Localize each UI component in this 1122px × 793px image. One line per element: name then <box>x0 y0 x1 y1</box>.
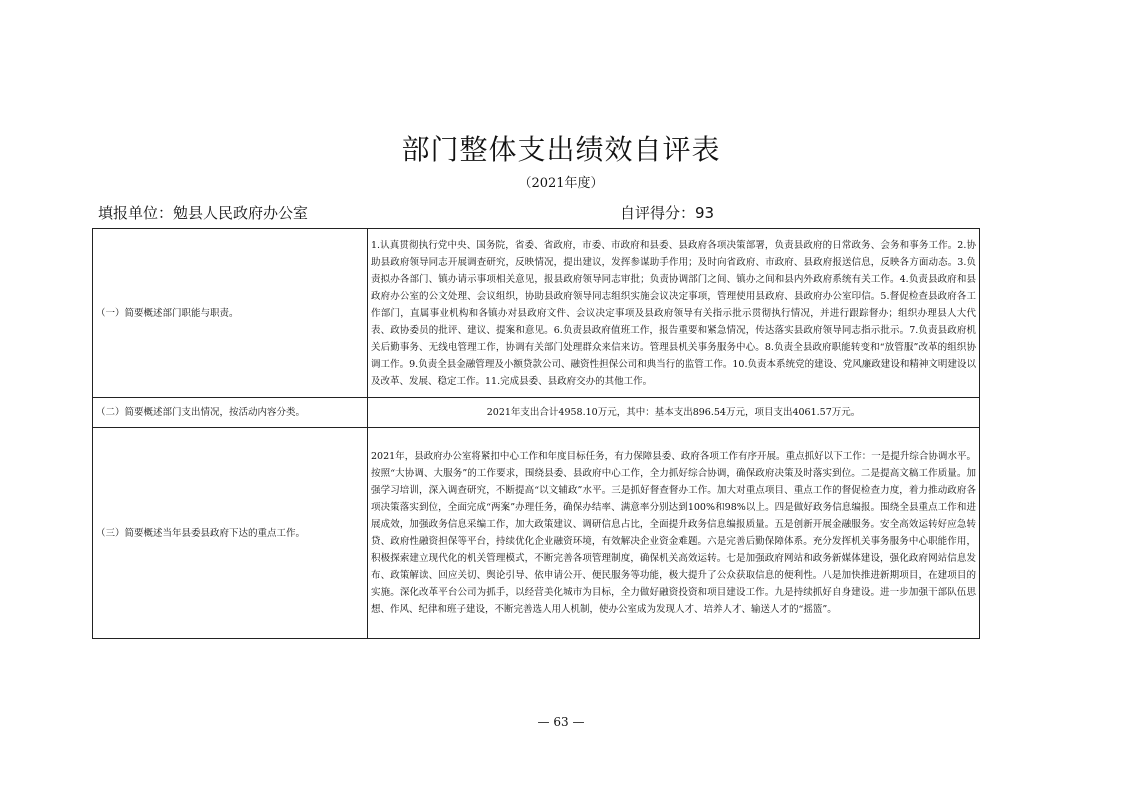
row-label-functions: （一）简要概述部门职能与职责。 <box>93 229 368 398</box>
row-content-expenditure: 2021年支出合计4958.10万元，其中：基本支出896.54万元，项目支出4061.57万元。 <box>368 398 980 428</box>
table-row <box>93 428 980 639</box>
page-title: 部门整体支出绩效自评表 <box>401 133 721 166</box>
row-label-key-work: （三）简要概述当年县委县政府下达的重点工作。 <box>93 428 368 639</box>
year-subtitle: （2021年度） <box>518 176 604 191</box>
row-content-key-work: 2021年，县政府办公室将紧扣中心工作和年度目标任务，有力保障县委、政府各项工作有序开展。重点抓好以下工作：一是提升综合协调水平。按照“大协调、大服务”的工作要求，围绕县委、县政府中心工作，全力抓好综合协调，确保政府决策及时落实到位。二是提高文稿工作质量。加强学习培训，深入调查研究，不断提高“以文辅政”水平。三是抓好督查督办工作。加大对重点项目、重点工作的督促检查力度，着力推动政府各项决策落实到位，全面完成“两案”办理任务，确保办结率、满意率分别达到100%和98%以上。四是做好政务信息编报。围绕全县重点工作和进展成效，加强政务信息采编工作，加大政策建议、调研信息占比，全面提升政务信息编报质量。五是创新开展金融服务。安全高效运转好应急转贷、政府性融资担保等平台，持续优化企业融资环境，有效解决企业资金难题。六是完善后勤保障体系。充分发挥机关事务服务中心职能作用，积极探索建立现代化的机关管理模式，不断完善各项管理制度，确保机关高效运转。七是加强政府网站和政务新媒体建设，强化政府网站信息发布、政策解读、回应关切、舆论引导、依申请公开、便民服务等功能，极大提升了公众获取信息的便利性。八是加快推进新期项目，在建项目的实施。深化改革平台公司为抓手，以经营美化城市为目标，全力做好融资投资和项目建设工作。九是持续抓好自身建设。进一步加强干部队伍思想、作风、纪律和班子建设，不断完善选人用人机制，使办公室成为发现人才、培养人才、输送人才的“摇篮”。 <box>368 428 980 639</box>
reporting-unit: 填报单位：勉县人民政府办公室 <box>98 204 309 222</box>
page-number: — 63 — <box>537 715 585 729</box>
self-evaluation-score: 自评得分：93 <box>620 204 715 222</box>
row-label-expenditure: （二）简要概述部门支出情况，按活动内容分类。 <box>93 398 368 428</box>
row-content-functions: 1.认真贯彻执行党中央、国务院，省委、省政府，市委、市政府和县委、县政府各项决策部署，负责县政府的日常政务、会务和事务工作。2.协助县政府领导同志开展调查研究，反映情况，提出建议，发挥参谋助手作用；及时向省政府、市政府、县政府报送信息，反映各方面动态。3.负责拟办各部门、镇办请示事项相关意见，报县政府领导同志审批；负责协调部门之间、镇办之间和县内外政府系统有关工作。4.负责县政府和县政府办公室的公文处理、会议组织，协助县政府领导同志组织实施会议决定事项，管理使用县政府、县政府办公室印信。5.督促检查县政府各工作部门，直属事业机构和各镇办对县政府文件、会议决定事项及县政府领导有关指示批示贯彻执行情况，并进行跟踪督办；组织办理县人大代表、政协委员的批评、建议、提案和意见。6.负责县政府值班工作，报告重要和紧急情况，传达落实县政府领导同志指示批示。7.负责县政府机关后勤事务、无线电管理工作，协调有关部门处理群众来信来访。管理县机关事务服务中心。8.负责全县政府职能转变和“放管服”改革的组织协调工作。9.负责全县金融管理及小额贷款公司、融资性担保公司和典当行的监管工作。10.负责本系统党的建设、党风廉政建设和精神文明建设以及改革、发展、稳定工作。11.完成县委、县政府交办的其他工作。 <box>368 229 980 398</box>
table-row <box>93 398 980 428</box>
evaluation-table <box>92 228 980 639</box>
table-row <box>93 229 980 398</box>
